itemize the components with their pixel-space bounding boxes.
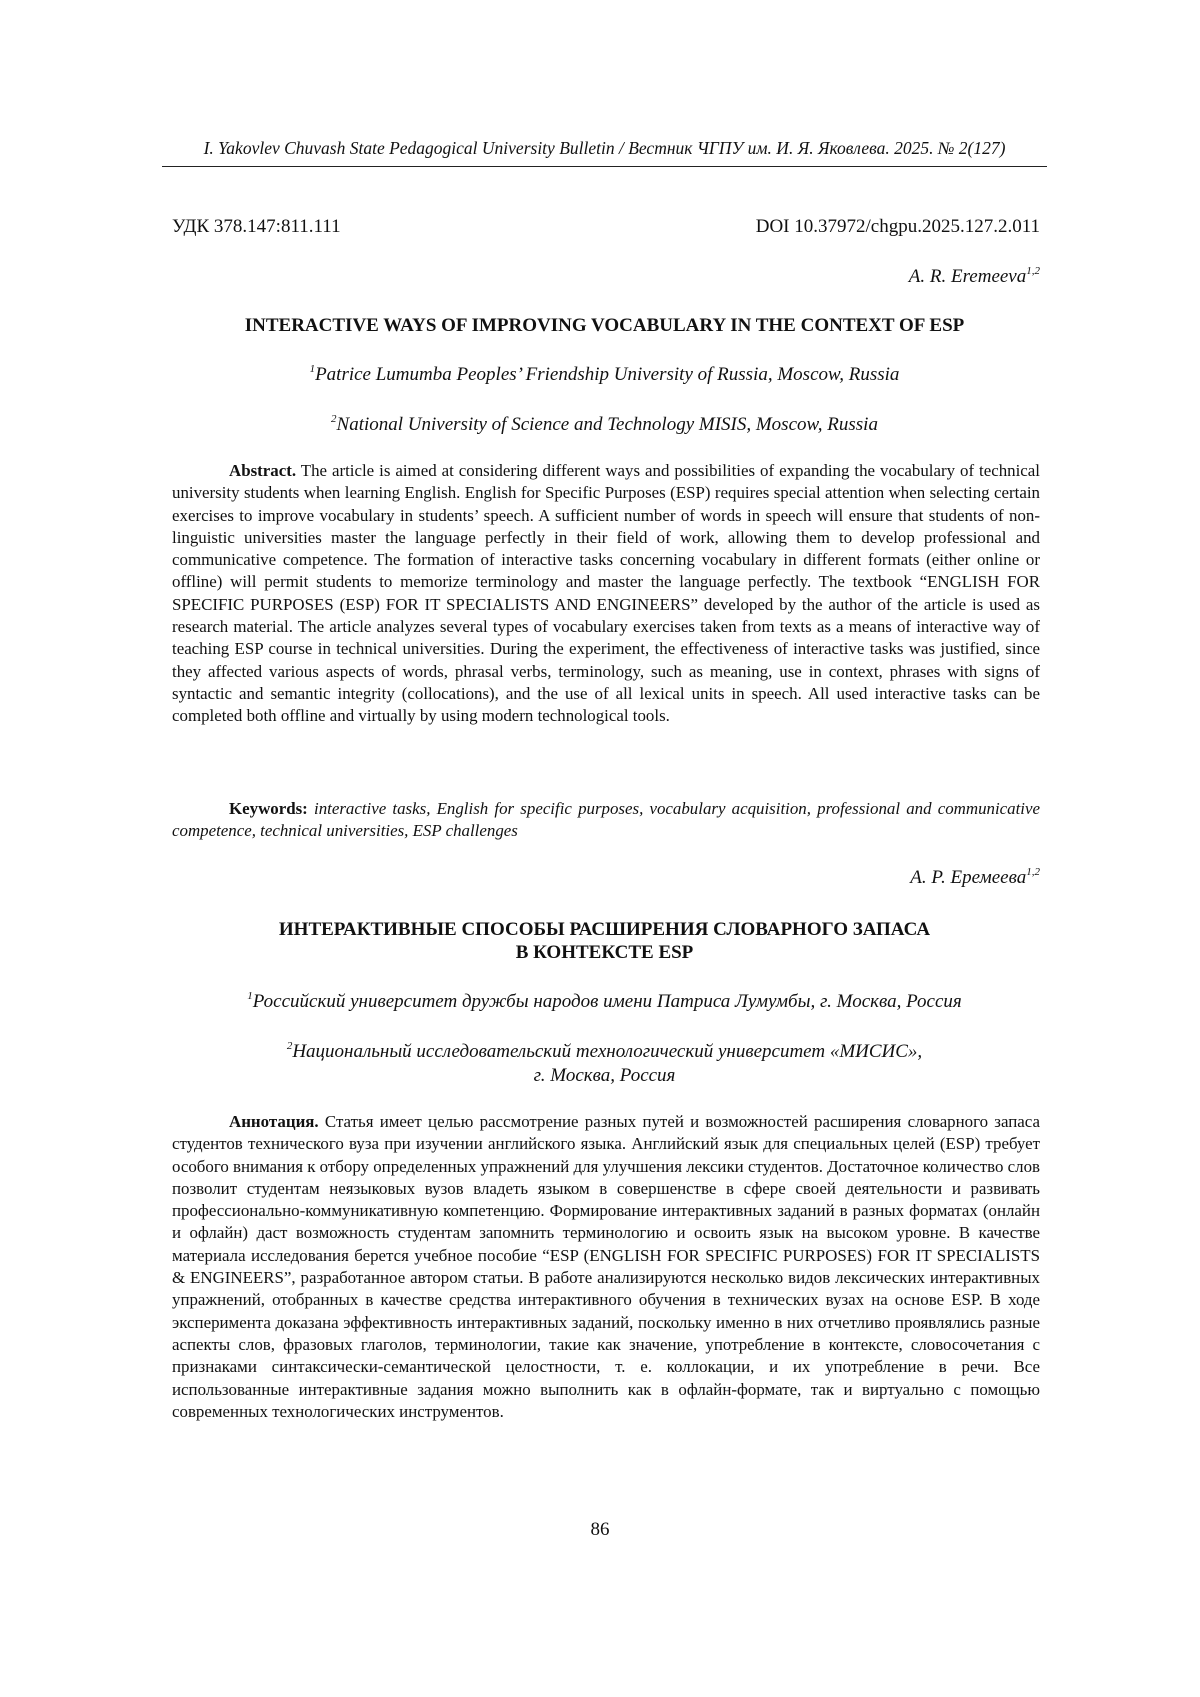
affiliation-ru-1: [162, 990, 1047, 1014]
affiliation-ru-1-text: Российский университет дружбы народов имени Патриса Лумумбы, г. Москва, Россия: [252, 991, 962, 1012]
author-ru: [910, 866, 1040, 890]
affiliation-en-1-sup: 1: [309, 363, 316, 375]
affiliation-ru-2: [162, 1040, 1047, 1088]
affiliation-en-2: [162, 413, 1047, 437]
affiliation-en-1-text: Patrice Lumumba Peoples’ Friendship University of Russia, Moscow, Russia: [315, 364, 900, 385]
keywords-en-label: Keywords:: [229, 799, 308, 818]
title-ru-line-1: ИНТЕРАКТИВНЫЕ СПОСОБЫ РАСШИРЕНИЯ СЛОВАРНОГО ЗАПАСА: [278, 919, 931, 940]
affiliation-en-1: [162, 363, 1047, 387]
affiliation-ru-1-sup: 1: [247, 990, 253, 1002]
header-rule: [162, 166, 1047, 167]
abstract-en: [172, 460, 1040, 728]
keywords-en: [172, 798, 1040, 843]
affiliation-en-2-text: National University of Science and Technology MISIS, Moscow, Russia: [336, 414, 878, 435]
abstract-en-label: Abstract.: [229, 461, 297, 480]
affiliation-ru-2-line-1: [162, 1040, 1047, 1064]
affiliation-ru-2-text: Национальный исследовательский технологический университет «МИСИС»,: [292, 1041, 923, 1062]
abstract-ru-text: Статья имеет целью рассмотрение разных путей и возможностей расширения словарного запаса студентов технического вуза при изучении английского языка. Английский язык для специальных целей (ESP) требует особого внимания к отбору определенных упражнений для улучшения лексики студентов. Достаточное количество слов позволит студентам неязыковых вузов владеть языком в совершенстве в сфере своей деятельности и развивать профессионально-коммуникативную компетенцию. Формирование интерактивных заданий в разных форматах (онлайн и офлайн) даст возможность студентам запомнить терминологию и освоить язык на высоком уровне. В качестве материала исследования берется учебное пособие “ESP (ENGLISH FOR SPECIFIC PURPOSES) FOR IT SPECIALISTS & ENGINEERS”, разработанное автором статьи. В работе анализируются несколько видов лексических интерактивных упражнений, отобранных в качестве средства интерактивного обучения в технических вузах на основе ESP. В ходе эксперимента доказана эффективность интерактивных заданий, поскольку именно в них отчетливо проявлялись разные аспекты слов, фразовых глаголов, терминологии, такие как значение, употребление в контексте, словосочетания с признаками синтаксически-семантической целостности, т. е. коллокации, и их употребление в речи. Все использованные интерактивные задания можно выполнить как в офлайн-формате, так и виртуально с помощью современных технологических инструментов.: [172, 1112, 1040, 1421]
author-ru-name: А. Р. Еремеева: [910, 867, 1027, 888]
title-ru: [162, 918, 1047, 964]
abstract-ru: [172, 1111, 1040, 1423]
udk-code: УДК 378.147:811.111: [172, 216, 341, 237]
doi: DOI 10.37972/chgpu.2025.127.2.011: [755, 216, 1040, 237]
author-ru-sup: 1,2: [1026, 866, 1040, 878]
author-en-name: A. R. Eremeeva: [908, 266, 1027, 287]
keywords-en-text: interactive tasks, English for specific purposes, vocabulary acquisition, professional and communicative competence, technical universities, ESP challenges: [172, 799, 1040, 841]
author-en: [909, 265, 1040, 289]
author-en-sup: 1,2: [1026, 265, 1040, 277]
affiliation-ru-2-line-2: г. Москва, Россия: [533, 1065, 676, 1086]
title-en: INTERACTIVE WAYS OF IMPROVING VOCABULARY IN THE CONTEXT OF ESP: [244, 315, 965, 336]
abstract-en-text: The article is aimed at considering different ways and possibilities of expanding the vocabulary of technical university students when learning English. English for Specific Purposes (ESP) requires special attention when selecting certain exercises to improve vocabulary in students’ speech. A sufficient number of words in speech will ensure that students of non-linguistic universities master the language perfectly in their field of work, allowing them to develop professional and communicative competence. The formation of interactive tasks concerning vocabulary in different formats (either online or offline) will permit students to memorize terminology and master the language perfectly. The textbook “ENGLISH FOR SPECIFIC PURPOSES (ESP) FOR IT SPECIALISTS AND ENGINEERS” developed by the author of the article is used as research material. The article analyzes several types of vocabulary exercises taken from texts as a means of interactive way of teaching ESP course in technical universities. During the experiment, the effectiveness of interactive tasks was justified, since they affected various aspects of words, phrasal verbs, terminology, such as meaning, use in context, phrases with signs of syntactic and semantic integrity (collocations), and the use of all lexical units in speech. All used interactive tasks can be completed both offline and virtually by using modern technological tools.: [172, 461, 1040, 726]
abstract-ru-label: Аннотация.: [229, 1112, 319, 1131]
running-header: I. Yakovlev Chuvash State Pedagogical University Bulletin / Вестник ЧГПУ им. И. Я. Яковлева. 2025. № 2(127): [203, 138, 1006, 158]
title-ru-line-2: В КОНТЕКСТЕ ESP: [515, 942, 694, 963]
page-number: 86: [590, 1519, 610, 1540]
affiliation-ru-2-sup: 2: [286, 1040, 293, 1052]
affiliation-en-2-sup: 2: [331, 413, 337, 425]
